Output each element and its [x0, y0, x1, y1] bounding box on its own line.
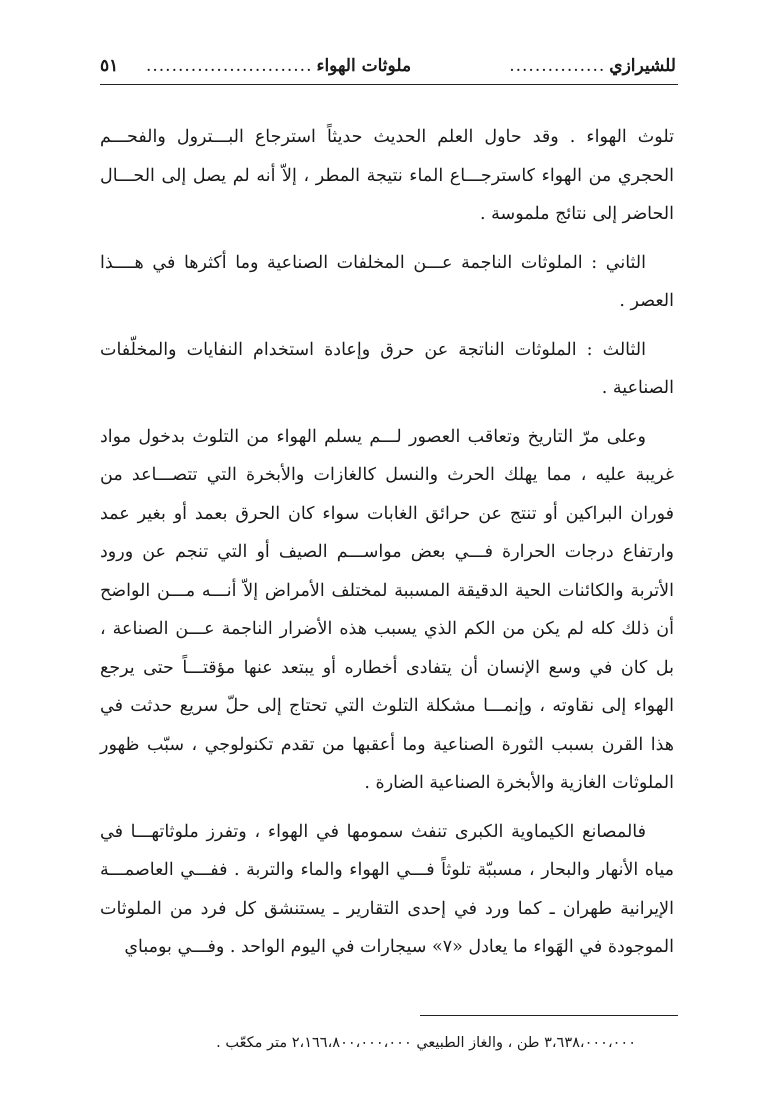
page-number: ٥١	[100, 56, 119, 76]
header-divider	[100, 84, 678, 85]
header-title: ملوثات الهواء	[316, 56, 412, 76]
header-dots-left: ..........................	[145, 56, 313, 76]
running-header	[100, 52, 676, 80]
paragraph-continuation: تلوث الهواء . وقد حاول العلم الحديث حديثاً استرجاع البـــترول والفحـــم الحجري من الهواء كاسترجـــاع الماء نتيجة المطر ، إلاّ أنه لم يصل إلى الحـــال الحاضر إلى نتائج ملموسة .	[100, 127, 674, 224]
paragraph-factories: فالمصانع الكيماوية الكبرى تنفث سمومها في الهواء ، وتفرز ملوثاتهـــا في مياه الأنهار والبحار ، مسببّة تلوثاً فـــي الهواء والماء والتربة . ففـــي العاصمـــة الإيرانية طهران ـ كما ورد في إحدى التقارير ـ يستنشق كل فرد من الملوثات الموجودة في الهَواء ما يعادل «٧» سيجارات في اليوم الواحد . وفـــي بومباي	[100, 821, 674, 957]
footnote: ٣،٦٣٨،٠٠٠،٠٠٠ طن ، والغاز الطبيعي ٢،١٦٦،٨٠٠،٠٠٠،٠٠٠ متر مكعّب .	[216, 1035, 636, 1051]
header-dots-right: ...............	[509, 56, 606, 76]
body-text	[100, 118, 674, 977]
paragraph-history: وعلى مرّ التاريخ وتعاقب العصور لـــم يسلم الهواء من التلوث بدخول مواد غريبة عليه ، مما يهلك الحرث والنسل كالغازات والأبخرة التي تتصـــاعد من فوران البراكين أو تنتج عن حرائق الغابات سواء كان الحرق بعمد أو بغير عمد وارتفاع درجات الحرارة فـــي بعض مواســـم الصيف أو التي تنجم عن ورود الأتربة والكائنات الحية الدقيقة المسببة لمختلف الأمراض إلاّ أنـــه مـــن الواضح أن ذلك كله لم يكن من الكم الذي يسبب هذه الأضرار الناجمة عـــن الصناعة ، بل كان في وسع الإنسان أن يتفادى أخطاره أو يبتعد عنها مؤقتـــاً حتى يرجع الهواء إلى نقاوته ، وإنمـــا مشكلة التلوث التي تحتاج إلى حلّ سريع حدثت في هذا القرن بسبب الثورة الصناعية وما أعقبها من تقدم تكنولوجي ، سبّب ظهور الملوثات الغازية والأبخرة الصناعية الضارة .	[100, 426, 674, 793]
footnote-divider	[420, 1015, 678, 1016]
paragraph-third-item: الثالث : الملوثات الناتجة عن حرق وإعادة استخدام النفايات والمخلّفات الصناعية .	[100, 339, 674, 398]
header-author: للشيرازي	[609, 56, 676, 76]
paragraph-second-item: الثاني : الملوثات الناجمة عـــن المخلفات الصناعية وما أكثرها في هــــذا العصر .	[100, 252, 674, 311]
